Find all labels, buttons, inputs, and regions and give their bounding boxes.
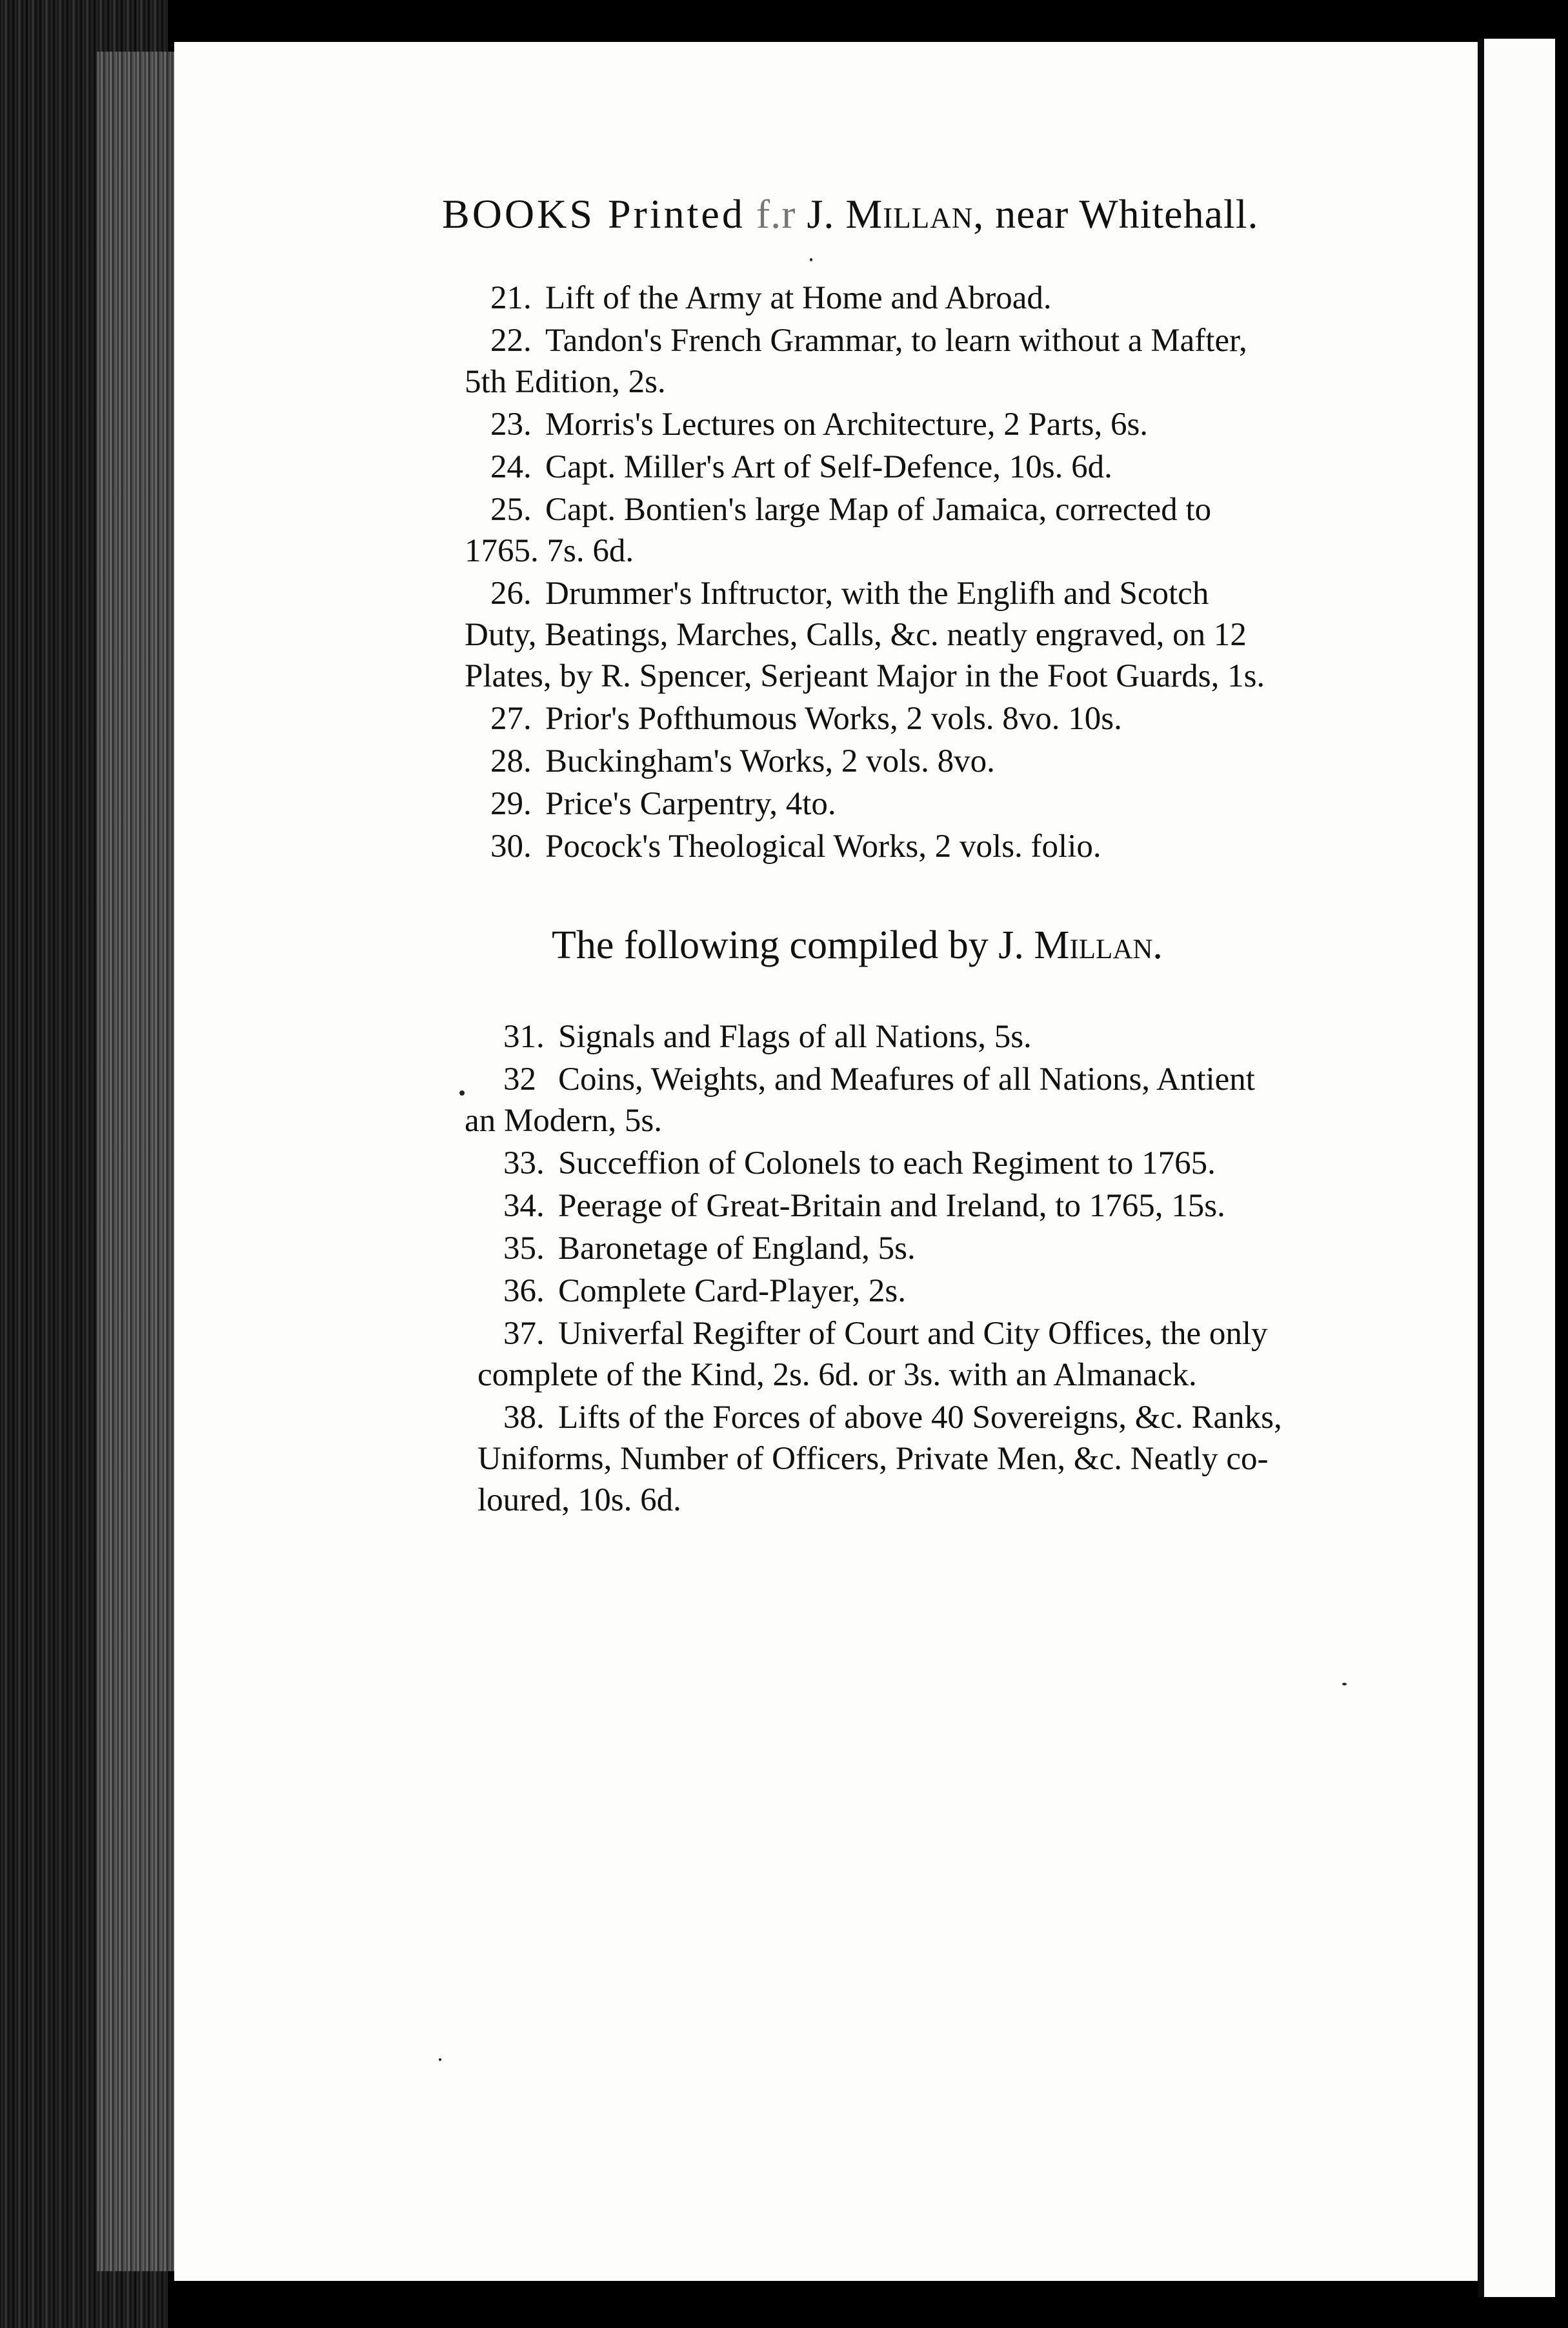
- item-text: Lifts of the Forces of above 40 Sovereigns, &c. Ranks,: [558, 1400, 1282, 1436]
- item-text-continued: Duty, Beatings, Marches, Calls, &c. neatly engraved, on 12: [465, 617, 1247, 653]
- item-text: Price's Carpentry, 4to.: [545, 786, 836, 822]
- item-number: 36.: [503, 1273, 545, 1309]
- list-item-24: [465, 447, 1374, 488]
- header-prefix: BOOKS Printed: [442, 191, 745, 237]
- item-text: Pocock's Theological Works, 2 vols. folio.: [545, 828, 1101, 865]
- item-text: Peerage of Great-Britain and Ireland, to 1765, 15s.: [558, 1188, 1225, 1224]
- item-number: 32: [503, 1061, 536, 1098]
- book-list-part1: [465, 277, 1374, 868]
- item-number: 27.: [490, 701, 532, 737]
- item-number: 21.: [490, 280, 532, 316]
- item-text: Drummer's Inftructor, with the Englifh and Scotch: [545, 576, 1209, 612]
- item-text-continued-2: loured, 10s. 6d.: [477, 1482, 681, 1518]
- list-item-32: [465, 1059, 1368, 1141]
- header-publisher-name: J. Millan: [807, 191, 974, 237]
- book-list-part2: [465, 1016, 1368, 1522]
- item-number: 23.: [490, 406, 532, 443]
- item-text: Lift of the Army at Home and Abroad.: [545, 280, 1052, 316]
- item-text: Univerfal Regifter of Court and City Offices, the only: [558, 1316, 1268, 1352]
- list-item-33: [477, 1143, 1368, 1184]
- list-item-28: [465, 741, 1374, 782]
- item-number: 38.: [503, 1400, 545, 1436]
- item-text: Buckingham's Works, 2 vols. 8vo.: [545, 743, 995, 779]
- item-text: Succeffion of Colonels to each Regiment to 1765.: [558, 1145, 1216, 1181]
- item-number: 37.: [503, 1316, 545, 1352]
- list-item-26: [465, 573, 1374, 697]
- list-item-30: [465, 826, 1374, 867]
- facing-page-edge: [1484, 39, 1555, 2297]
- list-item-31: [477, 1016, 1368, 1058]
- item-number: 35.: [503, 1230, 545, 1267]
- list-item-27: [465, 698, 1374, 739]
- header-gap: f: [745, 191, 771, 237]
- list-item-22: [465, 320, 1374, 403]
- page-header: [442, 190, 1371, 238]
- ink-speck: [439, 2058, 441, 2061]
- header-suffix: , near Whitehall.: [973, 191, 1259, 237]
- list-item-35: [477, 1228, 1368, 1269]
- list-item-36: [477, 1270, 1368, 1312]
- section-subheading: [552, 923, 1313, 968]
- item-text: Capt. Miller's Art of Self-Defence, 10s. 6d.: [545, 449, 1112, 485]
- item-text: Baronetage of England, 5s.: [558, 1230, 916, 1267]
- item-number: 28.: [490, 743, 532, 779]
- item-number: 25.: [490, 492, 532, 528]
- item-number: 22.: [490, 323, 532, 359]
- item-text-continued: 1765. 7s. 6d.: [465, 533, 634, 569]
- subheading-text: The following compiled by J.: [552, 923, 1024, 967]
- item-text: Coins, Weights, and Meafures of all Nations, Antient: [558, 1061, 1255, 1098]
- ink-speck: [810, 258, 812, 261]
- subheading-name: Millan.: [1034, 923, 1163, 967]
- list-item-37: [477, 1313, 1368, 1396]
- item-number: 24.: [490, 449, 532, 485]
- item-number: 29.: [490, 786, 532, 822]
- list-item-23: [465, 404, 1374, 445]
- header-gap2: .r: [770, 191, 807, 237]
- item-text: Tandon's French Grammar, to learn without a Mafter,: [545, 323, 1247, 359]
- list-item-38: [477, 1397, 1368, 1521]
- item-number: 31.: [503, 1019, 545, 1055]
- list-item-21: [465, 277, 1374, 319]
- item-text-continued: Uniforms, Number of Officers, Private Men, &c. Neatly co-: [477, 1441, 1269, 1477]
- item-text: Prior's Pofthumous Works, 2 vols. 8vo. 10s.: [545, 701, 1122, 737]
- item-text: Complete Card-Player, 2s.: [558, 1273, 907, 1309]
- item-text: Capt. Bontien's large Map of Jamaica, corrected to: [545, 492, 1212, 528]
- item-number: 26.: [490, 576, 532, 612]
- list-item-29: [465, 783, 1374, 825]
- item-number: 33.: [503, 1145, 545, 1181]
- item-text-continued-2: Plates, by R. Spencer, Serjeant Major in the Foot Guards, 1s.: [465, 658, 1265, 694]
- ink-speck: [1342, 1683, 1347, 1685]
- item-text-continued: an Modern, 5s.: [465, 1103, 662, 1139]
- item-text-continued: complete of the Kind, 2s. 6d. or 3s. with an Almanack.: [477, 1357, 1197, 1393]
- book-page-edges-highlight: [97, 52, 174, 2271]
- item-number: 30.: [490, 828, 532, 865]
- item-text-continued: 5th Edition, 2s.: [465, 364, 666, 400]
- list-item-34: [477, 1185, 1368, 1227]
- ink-speck: [459, 1090, 465, 1096]
- item-text: Morris's Lectures on Architecture, 2 Parts, 6s.: [545, 406, 1149, 443]
- item-text: Signals and Flags of all Nations, 5s.: [558, 1019, 1032, 1055]
- list-item-25: [465, 489, 1374, 572]
- item-number: 34.: [503, 1188, 545, 1224]
